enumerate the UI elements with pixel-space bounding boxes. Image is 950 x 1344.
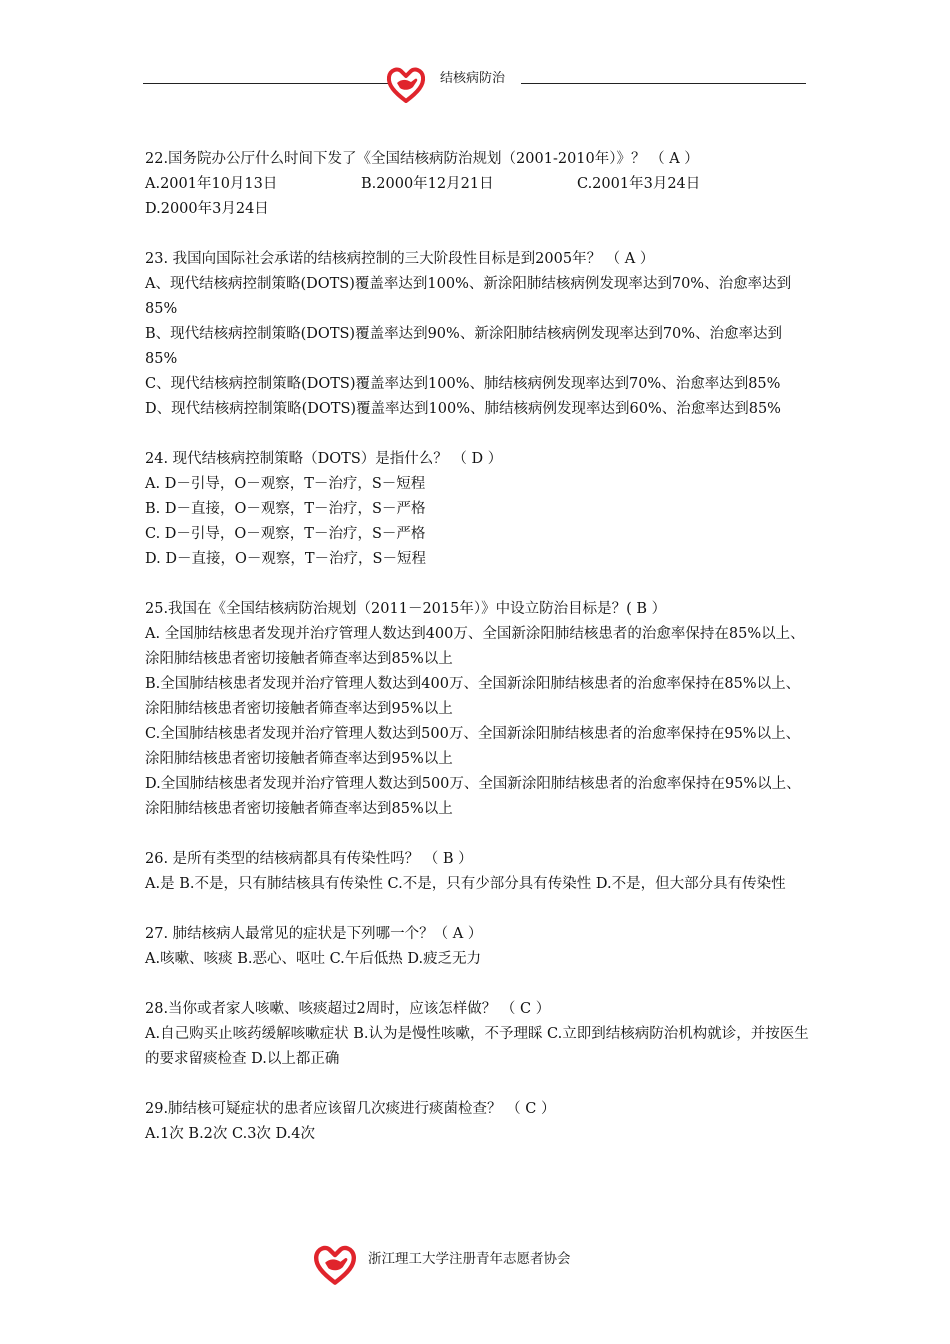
page-footer [313,1236,633,1296]
heart-hand-logo-icon [386,66,426,104]
option-c: C.2001年3月24日 [577,176,701,192]
option-c: C.全国肺结核患者发现并治疗管理人数达到500万、全国新涂阳肺结核患者的治愈率保持在95%以上、 涂阳肺结核患者密切接触者筛查率达到95%以上 [145,726,801,767]
option-a: A. 全国肺结核患者发现并治疗管理人数达到400万、全国新涂阳肺结核患者的治愈率保持在85%以上、 涂阳肺结核患者密切接触者筛查率达到85%以上 [145,626,805,667]
question-stem: 26. 是所有类型的结核病都具有传染性吗？ （ B ） [145,851,473,867]
header-title: 结核病防治 [440,71,506,86]
option-b: B.全国肺结核患者发现并治疗管理人数达到400万、全国新涂阳肺结核患者的治愈率保持在85%以上、 涂阳肺结核患者密切接触者筛查率达到95%以上 [145,676,801,717]
question-stem: 22.国务院办公厅什么时间下发了《全国结核病防治规划（2001-2010年）》？ （ A ） [145,151,699,167]
option-a: A、现代结核病控制策略(DOTS)覆盖率达到100%、新涂阳肺结核病例发现率达到70%、治愈率达到85% [145,276,792,317]
question-stem: 27. 肺结核病人最常见的症状是下列哪一个？（ A ） [145,926,483,942]
quiz-content [145,147,810,1172]
footer-organization: 浙江理工大学注册青年志愿者协会 [368,1251,571,1267]
option-a: A.2001年10月13日 [145,176,278,192]
options-text: A.咳嗽、咳痰 B.恶心、呕吐 C.午后低热 D.疲乏无力 [145,951,482,967]
option-d: D.2000年3月24日 [145,201,269,217]
header-rule-left [143,83,388,84]
question-27 [145,922,810,972]
option-c: C. D－引导，O－观察，T－治疗，S－严格 [145,526,426,542]
question-29 [145,1097,810,1147]
option-b: B. D－直接，O－观察，T－治疗，S－严格 [145,501,426,517]
question-stem: 23. 我国向国际社会承诺的结核病控制的三大阶段性目标是到2005年？ （ A ） [145,251,655,267]
option-b: B.2000年12月21日 [361,176,494,192]
options-text: A.是 B.不是，只有肺结核具有传染性 C.不是，只有少部分具有传染性 D.不是，但大部分具有传染性 [145,876,786,892]
question-28 [145,997,810,1072]
question-stem: 24. 现代结核病控制策略（DOTS）是指什么？ （ D ） [145,451,503,467]
question-25 [145,597,810,822]
question-stem: 29.肺结核可疑症状的患者应该留几次痰进行痰菌检查？ （ C ） [145,1101,556,1117]
header-rule-right [521,83,806,84]
option-d: D.全国肺结核患者发现并治疗管理人数达到500万、全国新涂阳肺结核患者的治愈率保持在95%以上、 涂阳肺结核患者密切接触者筛查率达到85%以上 [145,776,801,817]
page-header [143,62,806,106]
question-26 [145,847,810,897]
options-text: A.自己购买止咳药缓解咳嗽症状 B.认为是慢性咳嗽，不予理睬 C.立即到结核病防治机构就诊，并按医生的要求留痰检查 D.以上都正确 [145,1026,809,1067]
option-d: D. D－直接，O－观察，T－治疗，S－短程 [145,551,426,567]
option-d: D、现代结核病控制策略(DOTS)覆盖率达到100%、肺结核病例发现率达到60%、治愈率达到85% [145,401,781,417]
question-stem: 28.当你或者家人咳嗽、咳痰超过2周时，应该怎样做？ （ C ） [145,1001,551,1017]
option-b: B、现代结核病控制策略(DOTS)覆盖率达到90%、新涂阳肺结核病例发现率达到70%、治愈率达到85% [145,326,783,367]
question-23 [145,247,810,422]
question-24 [145,447,810,572]
option-a: A. D－引导，O－观察，T－治疗，S－短程 [145,476,426,492]
options-row [145,172,810,197]
question-22 [145,147,810,222]
options-text: A.1次 B.2次 C.3次 D.4次 [145,1126,315,1142]
heart-hand-logo-icon [313,1244,357,1286]
option-c: C、现代结核病控制策略(DOTS)覆盖率达到100%、肺结核病例发现率达到70%、治愈率达到85% [145,376,781,392]
question-stem: 25.我国在《全国结核病防治规划（2011－2015年）》中设立防治目标是？( B ） [145,601,667,617]
